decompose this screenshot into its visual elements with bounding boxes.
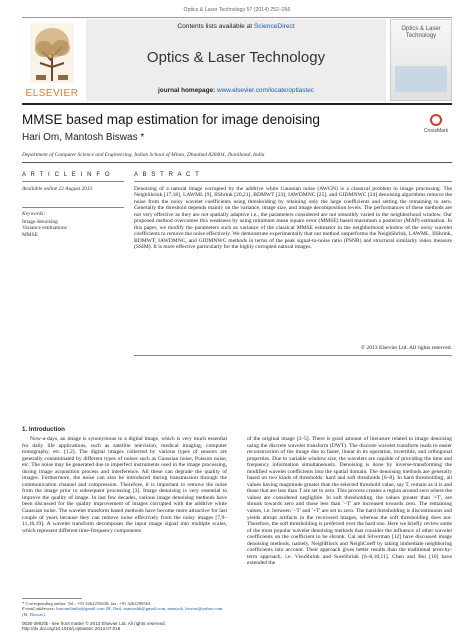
copyright-notice: © 2013 Elsevier Ltd. All rights reserved. [360,345,452,351]
crossmark-label: CrossMark [423,128,449,134]
journal-masthead [22,17,452,105]
author-affiliation: Department of Computer Science and Engineering, Indian School of Mines, Dhanbad 826004, Jharkhand, India [22,152,265,158]
body-column-right [247,436,452,567]
article-info-heading: A R T I C L E I N F O [22,172,112,178]
publication-meta [22,621,262,632]
publisher-logo [22,19,82,101]
homepage-url-link[interactable]: www.elsevier.com/locate/optlastec [216,87,314,94]
body-column-left [22,436,227,534]
masthead-banner [86,19,386,101]
email-prefix: E-mail addresses: [22,606,56,612]
homepage-line [86,87,386,94]
keyword-item: MMSE [22,231,38,238]
keywords-heading: Keywords: [22,211,46,217]
footnotes [22,601,227,617]
abstract-bottom-rule [134,355,452,356]
article-info-rule-lower [22,207,124,208]
email-addresses[interactable]: hariom4india@gmail.com (H. Om), mantoshb@gmail.com, mantosh_biswas@yahoo.com (M. Biswas). [22,606,223,617]
author-list: Hari Om, Mantosh Biswas * [22,132,145,143]
sciencedirect-link[interactable]: ScienceDirect [253,23,295,30]
contents-prefix: Contents lists available at [177,23,253,30]
masthead-top-rule [22,17,452,18]
header-divider [22,162,452,163]
issn-line: 0030-3992/$ - see front matter © 2013 Elsevier Ltd. All rights reserved. [22,621,166,626]
paper-title: MMSE based map estimation for image denoising [22,112,320,127]
abstract-heading: A B S T R A C T [134,172,201,178]
journal-cover-thumbnail [390,19,452,101]
keyword-item: Variance estimations [22,225,67,232]
journal-title: Optics & Laser Technology [146,49,326,66]
email-note [22,606,227,617]
keywords-list [22,219,67,238]
abstract-rule [134,181,452,182]
crossmark-badge[interactable] [420,114,452,138]
cover-title: Optics & Laser Technology [401,26,441,39]
keyword-item: Image denoising [22,219,58,225]
doi-link[interactable]: http://dx.doi.org/10.1016/j.optlastec.2013.07.018 [22,626,121,632]
corresponding-author-note: * Corresponding author. Tel.: +91 3262235638; fax: +91 3262296563. [22,601,152,606]
footnote-rule [22,598,82,599]
contents-line [86,23,386,30]
abstract-text: Denoising of a natural image corrupted by the additive white Gaussian noise (AWGN) is a classical problem in image processing. The NeighShrink [17,18], LAWML [9], IIShrink [20,21], BDMWT [23], IAWDMNC [25], and GIDMNWC [24] denoising algorithms remove the noise from the noisy wavelet coefficients using thresholding by retaining only the large coefficients and setting the remaining to zero. Generally the threshold depends mainly on the variance, image size, and image decomposition levels. The performances of these methods are not very effective as they are not spatially adaptive i.e., the parameters considered are not smoothly varied in the neighborhood window. Our proposed method overcomes this weakness by using minimum mean square error (MMSE) based maximum a posterior (MAP) estimation. In this paper, we modify the parameters such as variance of the classical MMSE estimator in the neighborhood window of the noisy wavelet coefficients to remove the noise effectively. We demonstrate experimentally that our method outperforms the NeighShrink, LAWML, IIShrink, BDMWT, IAWDMNC, and GIDMNWC methods in terms of the peak signal-to-noise ratio (PSNR) and structural similarity index measure (SSIM). It is more effective particularly for the highly corrupted natural images. [134,186,452,251]
publisher-wordmark: ELSEVIER [25,88,79,99]
elsevier-tree-icon [30,23,74,83]
running-head: Optics & Laser Technology 57 (2014) 252–266 [183,7,291,13]
available-online-date: Available online 22 August 2013 [22,186,93,192]
article-info-rule [22,181,124,182]
crossmark-icon [430,114,442,126]
cover-image-band [395,66,447,92]
body-paragraph: Now-a-days, an image is synonymous to a digital image, which is very much essential for daily life applications, such as satellite television, medical imaging, computer tomography, etc. [1,2]. The digital images collected by various types of sensors are generally contaminated by different types of noises such as Gaussian noise, Poisson noise, etc. The noise may be generated due to imperfect instruments used in the image processing, during image acquisition process and interference. All these can degrade the quality of images. Furthermore, the noise can also be introduced during transmission through the communication channel and compression. Therefore, it is important to remove the noise from the image prior to subsequent processing [3]. Image denoising is very essential to improve the quality of image. In last few decades, various image denoising methods have been discussed for the quality improvement of images corrupted with the additive white Gaussian noise. The wavelet transform based methods have become more attractive for last couple of years because they can remove noise effectively from the noisy images [7,9–11,16,19]. A wavelet transform decomposes the input image signal into multiple scales, which represent different time-frequency components [22,436,227,534]
section-heading-introduction: 1. Introduction [22,426,65,433]
masthead-bottom-rule [22,103,452,105]
body-paragraph: of the original image [3–5]. There is good amount of literature related to image denoising using the discrete wavelet transform (DWT). The discrete wavelet transform leads to easier reconstruction of the image due to faster, linear in its operation, invertible, and orthogonal properties. Due to variable window size, the wavelets are capable of providing the time and frequency information simultaneously. Denoising is done by inverse-transforming the modified wavelet coefficients into the spatial domain. The denoising methods are generally based on two kinds of thresholds: hard and soft thresholds [6–8]. In hard thresholding, all values having magnitude greater than the selected threshold value, say T, remain as it is and those that are less than T are set to zero. This process creates a region around zero where the values are considered negligible. In soft thresholding, the values greater than '+T', are shrunk towards zero and those less than '−T' are increased towards zero. The remaining values, i.e. between '−T' and '+T' are set to zero. The hard thresholding is discontinuous and yields abrupt artifacts in the recovered images, whereas the soft thresholding does not. Therefore, the soft thresholding is preferred over the hard one. Here we briefly review some of the most popular wavelet denoising methods that consider the influence of other wavelet coefficients on the coefficient to be shrunk. Cai and Silverman [12] have discussed image denoising methods, namely, NeighBlock and NeighCoeff by taking immediate neighboring coefficients into account. Their approach gives better results than the traditional term-by-term approach, i.e. VisuShrink and SureShrink [6–8,10,11]. Chen and Bui [16] have extended the [247,436,452,567]
homepage-label: journal homepage: [158,87,216,94]
